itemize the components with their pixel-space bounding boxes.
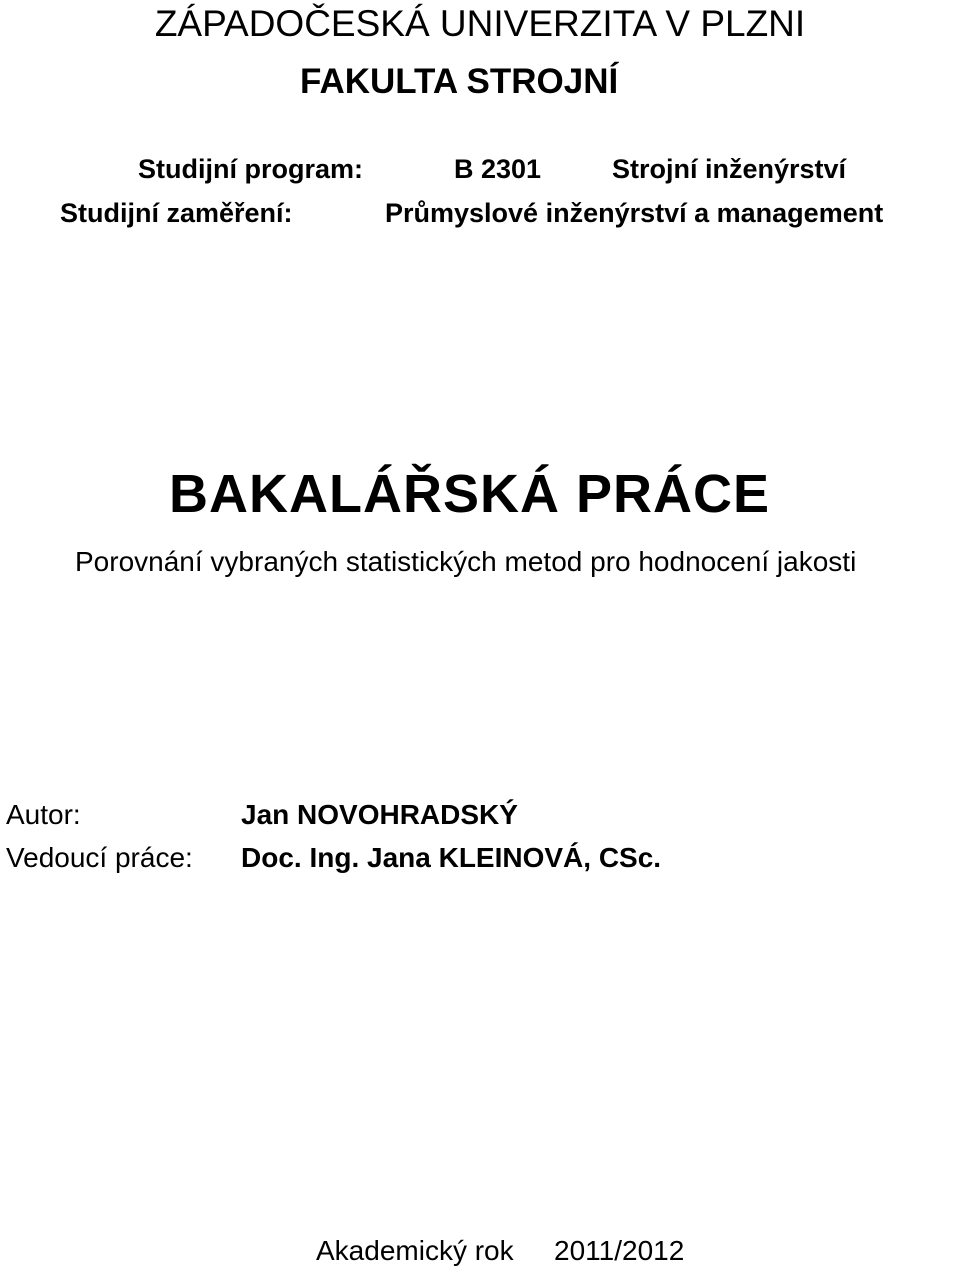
author-name: Jan NOVOHRADSKÝ [241,799,518,830]
study-program-label: Studijní program: [138,154,363,184]
author-label: Autor: [6,799,81,830]
advisor-name: Doc. Ing. Jana KLEINOVÁ, CSc. [241,842,662,873]
study-focus-label: Studijní zaměření: [60,198,293,228]
faculty-name: FAKULTA STROJNÍ [300,62,619,101]
advisor-label: Vedoucí práce: [6,842,193,873]
study-program-code: B 2301 [454,154,542,184]
academic-year-value: 2011/2012 [554,1235,685,1266]
study-focus-name: Průmyslové inženýrství a management [385,198,884,228]
university-name: ZÁPADOČESKÁ UNIVERZITA V PLZNI [154,3,806,44]
study-program-name: Strojní inženýrství [612,154,847,184]
thesis-type-heading: BAKALÁŘSKÁ PRÁCE [169,464,771,524]
thesis-title: Porovnání vybraných statistických metod pro hodnocení jakosti [75,546,857,577]
academic-year-label: Akademický rok [316,1235,514,1266]
